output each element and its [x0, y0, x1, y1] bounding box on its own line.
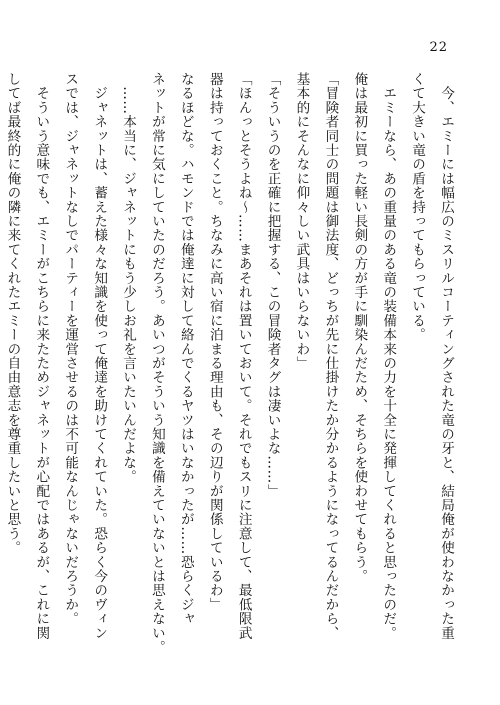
- text-line: 基本的にそんなに仰々しい武具はいらないわ」: [293, 72, 310, 371]
- text-line: エミーなら、あの重量のある竜の装備本来の力を十全に発揮してくれると思ったのだ。: [380, 72, 397, 640]
- text-line: してば最終的に俺の隣に来てくれたエミーの自由意志を尊重したいと思う。: [4, 72, 21, 555]
- text-line: 今、エミーには幅広のミスリルコーティングされた竜の牙と、結局俺が使わなかった重: [438, 72, 454, 640]
- text-line: ネットが常に気にしていたのだろう。あいつがそういう知識を備えていないとは思えない。: [148, 72, 165, 655]
- text-line: 「ほんっとそうよね～……まあそれは置いておいて。それでもスリに注意して、最低限武: [235, 72, 252, 640]
- text-line: スでは、ジャネットなしでパーティーを運営させるのは不可能なんじゃないだろうか。: [62, 72, 79, 626]
- text-line: そういう意味でも、エミーがこちらに来たためジャネットが心配ではあるが、これに関: [33, 72, 50, 640]
- page-number: 22: [429, 40, 448, 55]
- text-line: くて大きい竜の盾を持ってもらっている。: [409, 72, 426, 342]
- text-line: なるほどな。ハモンドでは俺達に対して絡んでくるヤツはいなかったが……恐らくジャ: [177, 72, 194, 626]
- text-line: ……本当に、ジャネットにもう少しお礼を言いたいんだよな。: [120, 72, 137, 484]
- text-line: 「そういうのを正確に把握する、この冒険者タグは凄いよな……」: [264, 72, 281, 498]
- body-text: [4, 72, 460, 662]
- text-line: ジャネットは、蓄えた様々な知識を使って俺達を助けてくれていた。恐らく今のヴィン: [91, 72, 108, 640]
- text-line: 俺は最初に買った軽い長剣の方が手に馴染んだため、そちらを使わせてもらう。: [351, 72, 368, 584]
- text-line: 「冒険者同士の問題は御法度、どっちが先に仕掛けたか分かるようになってるんだから、: [322, 72, 339, 640]
- text-line: 器は持っておくこと。ちなみに高い宿に泊まる理由も、その辺りが関係しているわ」: [206, 72, 223, 612]
